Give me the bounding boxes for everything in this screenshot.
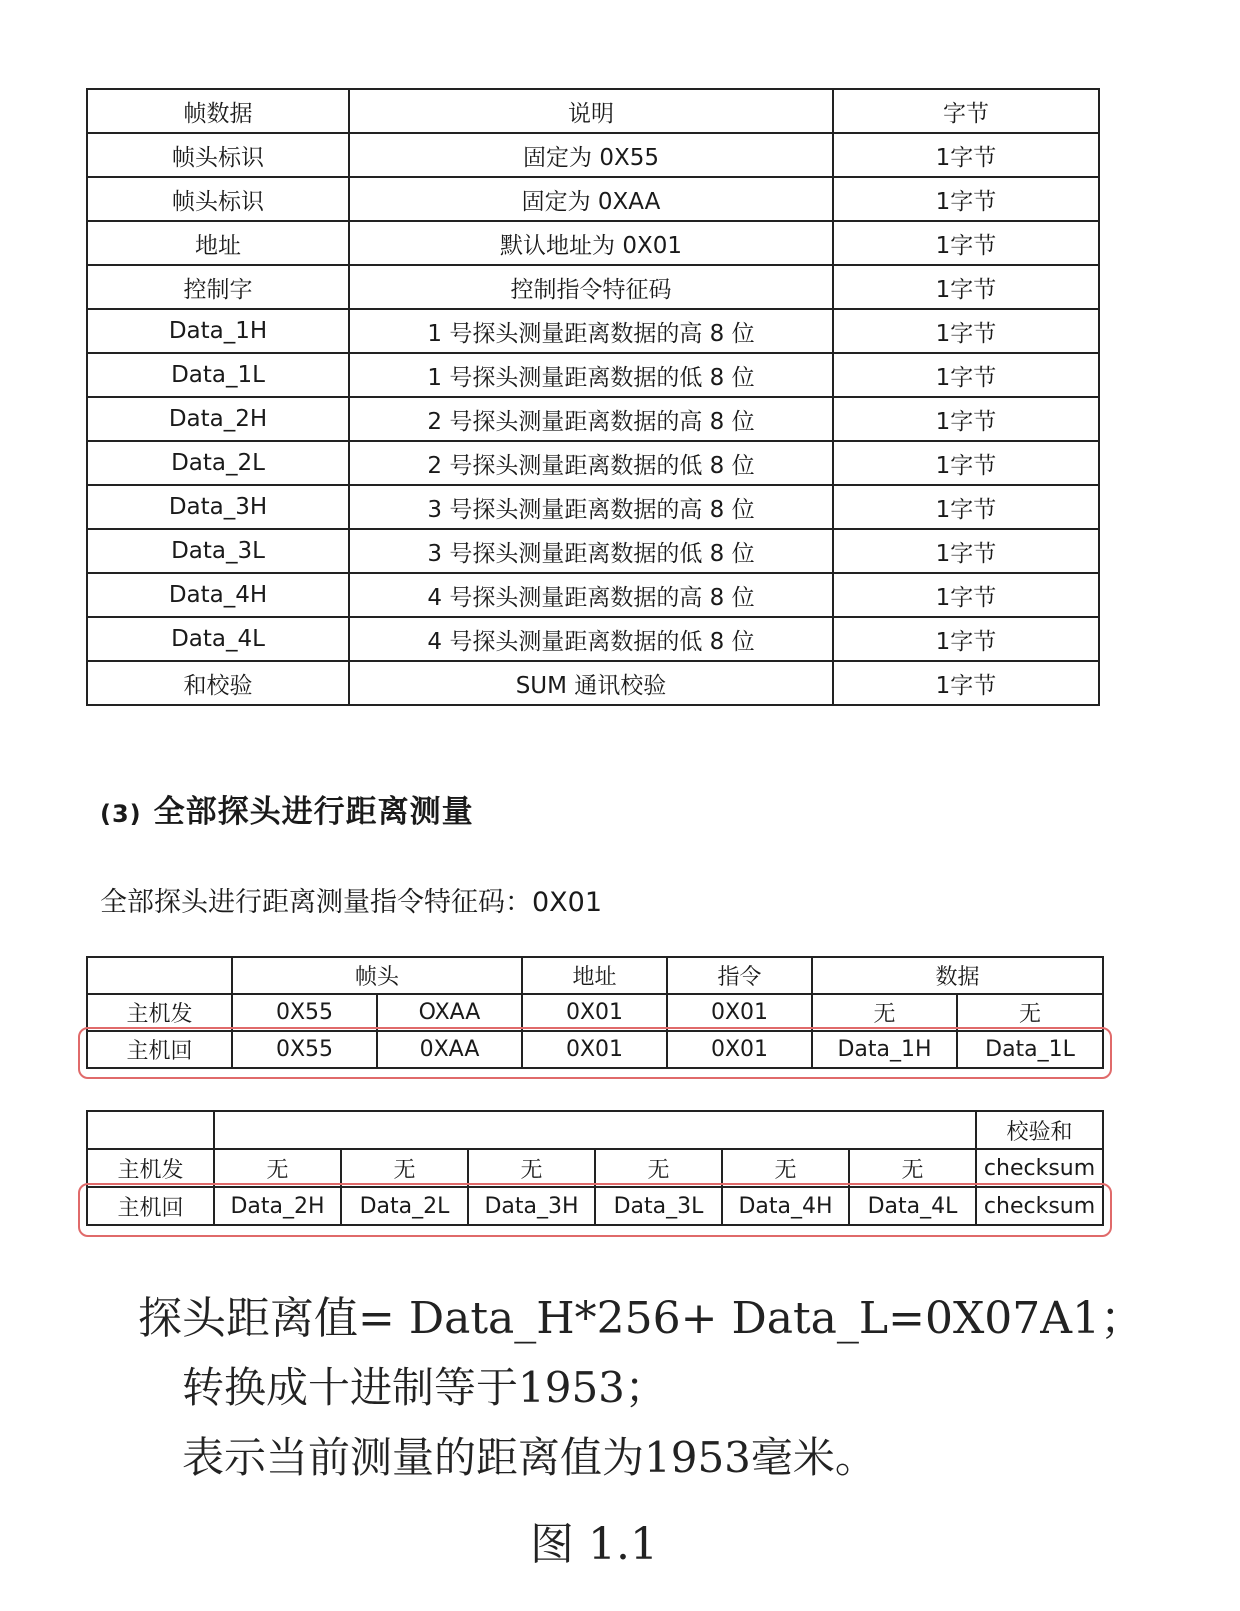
description-cell: 2 号探头测量距离数据的低 8 位 [349, 441, 833, 485]
table-cell: Data_1H [812, 1031, 957, 1068]
table-cell: Data_1L [957, 1031, 1103, 1068]
distance-meaning: 表示当前测量的距离值为1953毫米。 [182, 1433, 877, 1482]
corner-cell [87, 1111, 214, 1149]
byte-count-cell: 1字节 [833, 309, 1099, 353]
table-row [87, 221, 1099, 265]
table-cell: OXAA [377, 994, 522, 1031]
frame-table-body [87, 133, 1099, 705]
table-cell: checksum [976, 1149, 1103, 1187]
header-address: 地址 [522, 957, 667, 994]
description-cell: 固定为 0XAA [349, 177, 833, 221]
table-cell: 0X01 [667, 1031, 812, 1068]
description-cell: 4 号探头测量距离数据的低 8 位 [349, 617, 833, 661]
table-row [87, 133, 1099, 177]
decimal-conversion: 转换成十进制等于1953； [182, 1363, 667, 1412]
table-cell: 0X01 [522, 994, 667, 1031]
table-cell: 0X55 [232, 1031, 377, 1068]
blank-header [214, 1111, 976, 1149]
table-cell: 无 [595, 1149, 722, 1187]
command-code-line: 全部探头进行距离测量指令特征码：0X01 [100, 887, 603, 918]
table-cell: 无 [957, 994, 1103, 1031]
host-send-row [87, 1149, 1103, 1187]
table-header-row [87, 89, 1099, 133]
table-header-row [87, 1111, 1103, 1149]
header-command: 指令 [667, 957, 812, 994]
table-header-row [87, 957, 1103, 994]
byte-count-cell: 1字节 [833, 177, 1099, 221]
frame-field-cell: Data_1L [87, 353, 349, 397]
reply-highlight-box [78, 1183, 1112, 1237]
header-bytes: 字节 [833, 89, 1099, 133]
table-cell: Data_4L [849, 1187, 976, 1225]
byte-count-cell: 1字节 [833, 617, 1099, 661]
corner-cell [87, 957, 232, 994]
frame-field-cell: 和校验 [87, 661, 349, 705]
table-cell: 0X55 [232, 994, 377, 1031]
table-cell: 0X01 [667, 994, 812, 1031]
frame-field-cell: Data_3H [87, 485, 349, 529]
host-send-row [87, 994, 1103, 1031]
table-cell: 无 [722, 1149, 849, 1187]
frame-field-cell: 帧头标识 [87, 133, 349, 177]
description-cell: 3 号探头测量距离数据的高 8 位 [349, 485, 833, 529]
description-cell: 固定为 0X55 [349, 133, 833, 177]
header-checksum: 校验和 [976, 1111, 1103, 1149]
reply-highlight-box [78, 1027, 1112, 1079]
table-row [87, 485, 1099, 529]
table-cell: checksum [976, 1187, 1103, 1225]
row-label: 主机回 [87, 1187, 214, 1225]
table-row [87, 265, 1099, 309]
description-cell: 默认地址为 0X01 [349, 221, 833, 265]
byte-count-cell: 1字节 [833, 485, 1099, 529]
description-cell: 4 号探头测量距离数据的高 8 位 [349, 573, 833, 617]
table-row [87, 309, 1099, 353]
table-cell: 0XAA [377, 1031, 522, 1068]
frame-field-cell: Data_4L [87, 617, 349, 661]
table-row [87, 397, 1099, 441]
header-description: 说明 [349, 89, 833, 133]
byte-count-cell: 1字节 [833, 661, 1099, 705]
description-cell: 控制指令特征码 [349, 265, 833, 309]
frame-field-cell: 地址 [87, 221, 349, 265]
frame-field-cell: 控制字 [87, 265, 349, 309]
byte-count-cell: 1字节 [833, 221, 1099, 265]
table-cell: Data_3H [468, 1187, 595, 1225]
description-cell: 1 号探头测量距离数据的高 8 位 [349, 309, 833, 353]
byte-count-cell: 1字节 [833, 573, 1099, 617]
row-label: 主机回 [87, 1031, 232, 1068]
table-cell: Data_3L [595, 1187, 722, 1225]
table-row [87, 573, 1099, 617]
frame-field-cell: Data_2H [87, 397, 349, 441]
table-cell: Data_2L [341, 1187, 468, 1225]
table-cell: 0X01 [522, 1031, 667, 1068]
table-row [87, 353, 1099, 397]
description-cell: 3 号探头测量距离数据的低 8 位 [349, 529, 833, 573]
table-cell: 无 [849, 1149, 976, 1187]
frame-field-cell: Data_3L [87, 529, 349, 573]
description-cell: 2 号探头测量距离数据的高 8 位 [349, 397, 833, 441]
row-label: 主机发 [87, 1149, 214, 1187]
table-cell: Data_2H [214, 1187, 341, 1225]
header-frame-head: 帧头 [232, 957, 522, 994]
frame-definition-table [86, 88, 1100, 706]
table-cell: 无 [341, 1149, 468, 1187]
description-cell: SUM 通讯校验 [349, 661, 833, 705]
frame-field-cell: Data_4H [87, 573, 349, 617]
byte-count-cell: 1字节 [833, 133, 1099, 177]
table-cell: 无 [214, 1149, 341, 1187]
table-cell: 无 [468, 1149, 595, 1187]
byte-count-cell: 1字节 [833, 529, 1099, 573]
byte-count-cell: 1字节 [833, 397, 1099, 441]
figure-caption: 图 1.1 [530, 1519, 658, 1570]
header-data: 数据 [812, 957, 1103, 994]
frame-field-cell: 帧头标识 [87, 177, 349, 221]
table-row [87, 661, 1099, 705]
section-number: (3) [100, 800, 142, 828]
table-row [87, 529, 1099, 573]
byte-count-cell: 1字节 [833, 353, 1099, 397]
section-heading [100, 786, 474, 831]
byte-count-cell: 1字节 [833, 441, 1099, 485]
description-cell: 1 号探头测量距离数据的低 8 位 [349, 353, 833, 397]
byte-count-cell: 1字节 [833, 265, 1099, 309]
table-row [87, 177, 1099, 221]
row-label: 主机发 [87, 994, 232, 1031]
frame-field-cell: Data_1H [87, 309, 349, 353]
table-cell: 无 [812, 994, 957, 1031]
frame-field-cell: Data_2L [87, 441, 349, 485]
table-cell: Data_4H [722, 1187, 849, 1225]
table-row [87, 617, 1099, 661]
table-row [87, 441, 1099, 485]
header-frame-data: 帧数据 [87, 89, 349, 133]
section-title: 全部探头进行距离测量 [153, 794, 474, 830]
distance-formula: 探头距离值= Data_H*256+ Data_L=0X07A1； [138, 1293, 1145, 1344]
